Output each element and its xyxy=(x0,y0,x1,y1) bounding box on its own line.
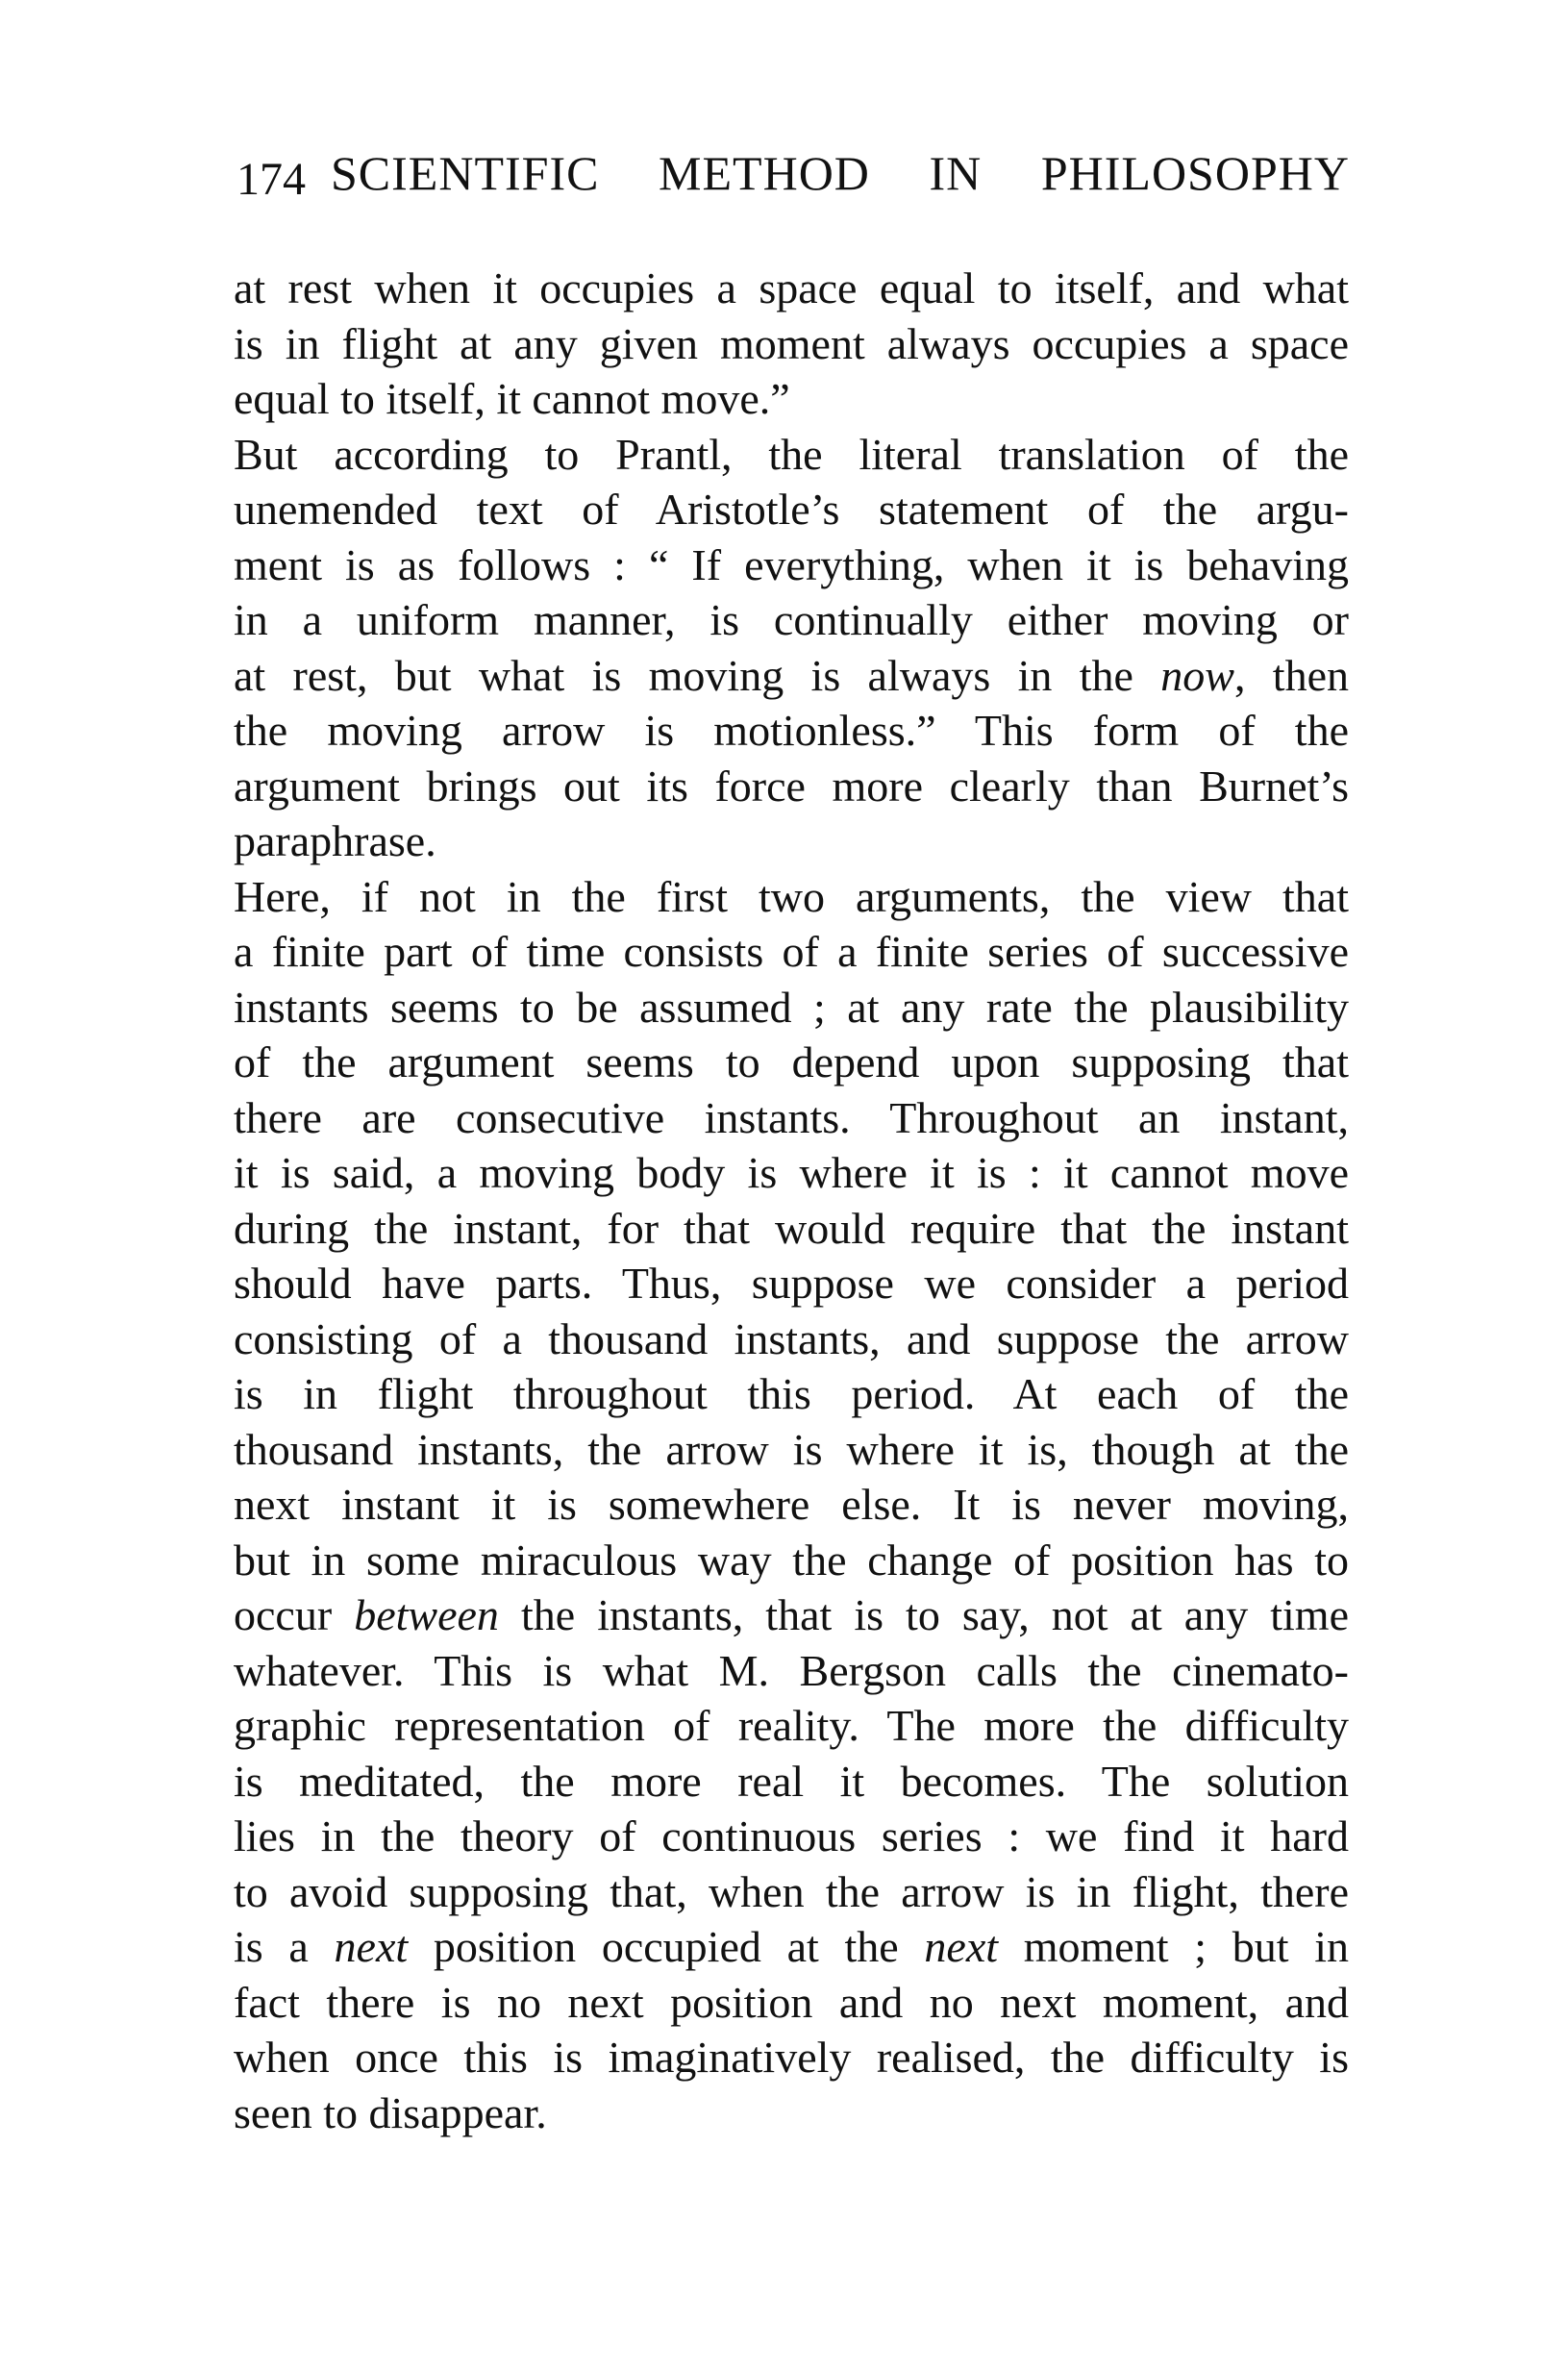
italic-text: next xyxy=(924,1922,999,1971)
text-line xyxy=(234,1201,1349,1257)
text-line xyxy=(234,1754,1349,1810)
text-line xyxy=(234,759,1349,814)
text-line xyxy=(234,703,1349,759)
text-line xyxy=(234,1477,1349,1533)
page-number: 174 xyxy=(236,153,306,205)
running-title: SCIENTIFIC METHOD IN PHILOSOPHY xyxy=(331,146,1350,200)
italic-text: between xyxy=(354,1590,499,1639)
text-segment: But according to Prantl, the literal translation of the xyxy=(234,429,1349,479)
text-line xyxy=(234,1643,1349,1699)
text-segment: it is said, a moving body is where it is : it cannot move xyxy=(234,1148,1349,1197)
text-segment: a finite part of time consists of a finite series of successive xyxy=(234,927,1349,976)
text-segment: the moving arrow is motionless.” This form of the xyxy=(234,706,1349,755)
text-segment: fact there is no next position and no next moment, and xyxy=(234,1977,1349,2027)
text-segment: lies in the theory of continuous series : we find it hard xyxy=(234,1811,1349,1860)
text-segment: graphic representation of reality. The more the difficulty xyxy=(234,1701,1349,1750)
text-line xyxy=(234,1587,1349,1643)
text-segment: is meditated, the more real it becomes. The solution xyxy=(234,1756,1349,1806)
text-segment: is in flight throughout this period. At each of the xyxy=(234,1369,1349,1418)
text-line xyxy=(234,316,1349,372)
text-line xyxy=(234,592,1349,648)
text-segment: thousand instants, the arrow is where it is, though at the xyxy=(234,1424,1349,1474)
text-segment: whatever. This is what M. Bergson calls the cinemato- xyxy=(234,1645,1349,1695)
text-segment: in a uniform manner, is continually either moving or xyxy=(234,595,1349,644)
text-line xyxy=(234,261,1349,316)
text-segment: during the instant, for that would require that the instant xyxy=(234,1203,1349,1253)
running-header xyxy=(236,142,1350,204)
text-segment: next instant it is somewhere else. It is never moving, xyxy=(234,1480,1349,1529)
text-line xyxy=(234,648,1349,704)
text-line xyxy=(234,1422,1349,1478)
text-segment: position occupied at the xyxy=(408,1922,925,1971)
text-segment: is in flight at any given moment always occupies a space xyxy=(234,318,1349,368)
text-line xyxy=(234,371,1349,427)
text-segment: of the argument seems to depend upon supposing that xyxy=(234,1037,1349,1086)
text-segment: moment ; but in xyxy=(998,1922,1349,1971)
text-line xyxy=(234,2030,1349,2085)
text-segment: when once this is imaginatively realised, the difficulty is xyxy=(234,2033,1349,2082)
text-line xyxy=(234,980,1349,1036)
italic-text: now xyxy=(1160,650,1234,700)
text-line xyxy=(234,1698,1349,1754)
text-segment: should have parts. Thus, suppose we consider a period xyxy=(234,1259,1349,1308)
text-segment: at rest, but what is moving is always in the xyxy=(234,650,1161,700)
text-segment: , then xyxy=(1233,650,1349,700)
text-segment: there are consecutive instants. Throughout an instant, xyxy=(234,1092,1349,1142)
text-segment: to avoid supposing that, when the arrow is in flight, there xyxy=(234,1866,1349,1916)
text-line xyxy=(234,1090,1349,1146)
text-line xyxy=(234,2085,1349,2141)
text-line xyxy=(234,1533,1349,1588)
text-segment: is a xyxy=(234,1922,335,1971)
text-line xyxy=(234,1809,1349,1864)
text-segment: unemended text of Aristotle’s statement of the argu- xyxy=(234,485,1349,534)
text-line xyxy=(234,482,1349,537)
text-line xyxy=(234,813,1349,869)
text-line xyxy=(234,427,1349,483)
text-segment: occur xyxy=(234,1590,355,1639)
text-line xyxy=(234,1975,1349,2031)
text-line xyxy=(234,1035,1349,1090)
text-line xyxy=(234,1864,1349,1920)
text-segment: Here, if not in the first two arguments, the view that xyxy=(234,871,1349,921)
italic-text: next xyxy=(334,1922,409,1971)
body-text xyxy=(234,261,1349,2140)
text-line xyxy=(234,1366,1349,1422)
text-line xyxy=(234,1919,1349,1975)
text-segment: the instants, that is to say, not at any time xyxy=(498,1590,1350,1639)
text-segment: equal to itself, it cannot move.” xyxy=(234,374,790,423)
text-segment: at rest when it occupies a space equal to itself, and what xyxy=(234,263,1349,312)
text-segment: but in some miraculous way the change of position has to xyxy=(234,1535,1349,1585)
text-segment: consisting of a thousand instants, and suppose the arrow xyxy=(234,1313,1349,1363)
text-line xyxy=(234,537,1349,593)
text-segment: seen to disappear. xyxy=(234,2087,547,2137)
text-segment: instants seems to be assumed ; at any rate the plausibility xyxy=(234,982,1349,1032)
text-line xyxy=(234,924,1349,980)
text-line xyxy=(234,1311,1349,1367)
text-line xyxy=(234,869,1349,925)
text-segment: paraphrase. xyxy=(234,816,436,865)
text-line xyxy=(234,1145,1349,1201)
text-segment: argument brings out its force more clearly than Burnet’s xyxy=(234,761,1349,811)
text-line xyxy=(234,1256,1349,1311)
text-segment: ment is as follows : “ If everything, when it is behaving xyxy=(234,539,1349,589)
